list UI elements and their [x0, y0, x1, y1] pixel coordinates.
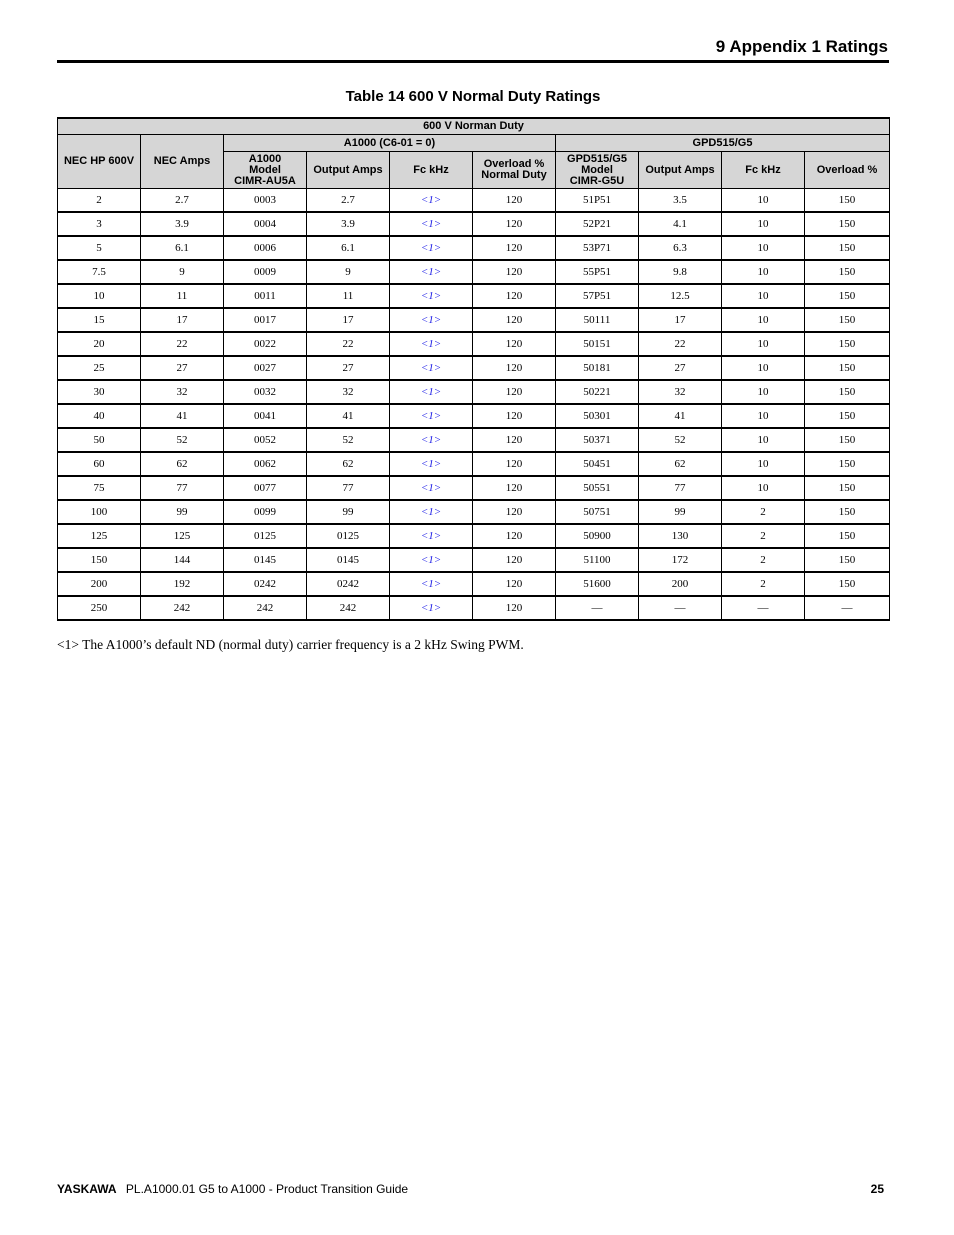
table-cell: 40 [58, 404, 141, 428]
table-cell: 0006 [224, 236, 307, 260]
table-cell: 17 [307, 308, 390, 332]
table-cell [390, 452, 473, 476]
table-cell: 2.7 [141, 189, 224, 213]
table-row [58, 284, 890, 308]
table-cell: 2 [722, 524, 805, 548]
table-row [58, 356, 890, 380]
table-cell: 0004 [224, 212, 307, 236]
table-cell: 120 [473, 524, 556, 548]
col-header: NEC Amps [141, 135, 224, 189]
table-cell: 150 [805, 260, 890, 284]
table-cell [390, 236, 473, 260]
table-cell [390, 189, 473, 213]
table-cell: 10 [722, 236, 805, 260]
footer-doc-title: PL.A1000.01 G5 to A1000 - Product Transition Guide [125, 1182, 409, 1196]
table-cell: 120 [473, 572, 556, 596]
table-cell [390, 356, 473, 380]
table-cell: 120 [473, 332, 556, 356]
footnote-ref-link[interactable]: <1> [420, 218, 442, 230]
table-cell: 120 [473, 380, 556, 404]
table-cell: 53P71 [556, 236, 639, 260]
table-row [58, 428, 890, 452]
table-cell: 10 [722, 476, 805, 500]
section-title: 9 Appendix 1 Ratings [715, 37, 888, 56]
table-cell: 0145 [224, 548, 307, 572]
table-cell: 10 [722, 356, 805, 380]
col-header: Fc kHz [722, 152, 805, 189]
col-header: Overload % [805, 152, 890, 189]
table-cell: 120 [473, 452, 556, 476]
footnote-ref-link[interactable]: <1> [420, 290, 442, 302]
table-cell: 6.3 [639, 236, 722, 260]
footnote-ref-link[interactable]: <1> [420, 314, 442, 326]
table-cell: 100 [58, 500, 141, 524]
table-row [58, 500, 890, 524]
table-row [58, 452, 890, 476]
table-row [58, 308, 890, 332]
table-cell: 9 [141, 260, 224, 284]
table-cell: 242 [224, 596, 307, 620]
table-cell: 150 [805, 236, 890, 260]
table-cell: 120 [473, 500, 556, 524]
table-cell: 6.1 [307, 236, 390, 260]
header-divider [57, 60, 889, 63]
table-cell: 150 [805, 404, 890, 428]
table-cell: 27 [141, 356, 224, 380]
table-cell: 120 [473, 189, 556, 213]
table-cell: — [556, 596, 639, 620]
table-cell: 50 [58, 428, 141, 452]
footnote-ref-link[interactable]: <1> [420, 362, 442, 374]
table-cell: 22 [141, 332, 224, 356]
table-cell: 172 [639, 548, 722, 572]
table-cell: 150 [805, 452, 890, 476]
table-row [58, 189, 890, 213]
table-cell: 10 [722, 212, 805, 236]
table-cell: 0052 [224, 428, 307, 452]
table-cell: 2 [722, 500, 805, 524]
table-cell: 9 [307, 260, 390, 284]
table-cell: 77 [307, 476, 390, 500]
table-cell: 120 [473, 236, 556, 260]
footnote-ref-link[interactable]: <1> [420, 578, 442, 590]
table-cell: 2 [722, 572, 805, 596]
table-row [58, 212, 890, 236]
table-cell: 150 [805, 308, 890, 332]
table-row [58, 236, 890, 260]
table-cell: 2.7 [307, 189, 390, 213]
table-cell: 22 [639, 332, 722, 356]
table-cell: 3.5 [639, 189, 722, 213]
table-cell: 17 [639, 308, 722, 332]
table-cell: 130 [639, 524, 722, 548]
table-row [58, 332, 890, 356]
table-cell [390, 572, 473, 596]
footnote-ref-link[interactable]: <1> [420, 266, 442, 278]
table-cell: 0022 [224, 332, 307, 356]
table-cell [390, 524, 473, 548]
table-row [58, 572, 890, 596]
table-cell: 9.8 [639, 260, 722, 284]
table-cell: 60 [58, 452, 141, 476]
table-cell: 150 [805, 189, 890, 213]
table-cell [390, 548, 473, 572]
table-cell: 50451 [556, 452, 639, 476]
table-cell: 10 [722, 452, 805, 476]
group-header-gpd515: GPD515/G5 [556, 135, 890, 152]
table-row [58, 404, 890, 428]
table-cell: 120 [473, 260, 556, 284]
table-cell: 150 [805, 332, 890, 356]
table-row [58, 548, 890, 572]
table-cell: 77 [141, 476, 224, 500]
table-cell: 10 [722, 332, 805, 356]
table-cell: 50181 [556, 356, 639, 380]
table-cell: 55P51 [556, 260, 639, 284]
table-cell: 57P51 [556, 284, 639, 308]
table-cell [390, 332, 473, 356]
table-row [58, 260, 890, 284]
table-cell: 10 [722, 428, 805, 452]
table-cell: 150 [805, 284, 890, 308]
col-header: GPD515/G5 Model CIMR-G5U [556, 152, 639, 189]
table-cell: 50900 [556, 524, 639, 548]
footer-doc-info [57, 1182, 408, 1196]
table-cell: 2 [722, 548, 805, 572]
table-cell: 41 [307, 404, 390, 428]
table-cell: 22 [307, 332, 390, 356]
table-cell: 3.9 [141, 212, 224, 236]
table-cell: 0125 [307, 524, 390, 548]
table-cell: 41 [639, 404, 722, 428]
footnote-ref-link[interactable]: <1> [420, 194, 442, 206]
table-cell: 77 [639, 476, 722, 500]
table-cell: 41 [141, 404, 224, 428]
table-cell [390, 596, 473, 620]
table-cell: 200 [639, 572, 722, 596]
table-cell: 150 [805, 524, 890, 548]
table-cell: — [805, 596, 890, 620]
table-cell: 250 [58, 596, 141, 620]
ratings-table [57, 117, 890, 621]
table-cell [390, 404, 473, 428]
footnote-ref-link[interactable]: <1> [420, 602, 442, 614]
table-cell: 52P21 [556, 212, 639, 236]
table-cell [390, 380, 473, 404]
table-cell: 62 [141, 452, 224, 476]
table-cell: 50551 [556, 476, 639, 500]
group-header-a1000: A1000 (C6-01 = 0) [224, 135, 556, 152]
table-cell: 10 [722, 189, 805, 213]
table-cell: 52 [639, 428, 722, 452]
table-cell: 120 [473, 284, 556, 308]
table-cell: 144 [141, 548, 224, 572]
table-cell: 125 [141, 524, 224, 548]
table-cell: 50751 [556, 500, 639, 524]
table-cell: 120 [473, 548, 556, 572]
table-cell: 150 [805, 428, 890, 452]
table-cell: 200 [58, 572, 141, 596]
table-cell: 10 [722, 380, 805, 404]
table-cell: 242 [141, 596, 224, 620]
table-cell: 20 [58, 332, 141, 356]
footer-brand: YASKAWA [57, 1182, 117, 1196]
table-cell: 192 [141, 572, 224, 596]
table-cell: 3 [58, 212, 141, 236]
table-cell: 120 [473, 308, 556, 332]
table-cell: 51P51 [556, 189, 639, 213]
table-row [58, 596, 890, 620]
footnote-ref-link[interactable]: <1> [420, 434, 442, 446]
table-cell: 99 [141, 500, 224, 524]
table-cell: 7.5 [58, 260, 141, 284]
table-cell: 0017 [224, 308, 307, 332]
footnote-ref-link[interactable]: <1> [420, 506, 442, 518]
table-cell: 150 [805, 500, 890, 524]
table-cell [390, 428, 473, 452]
table-cell: 0032 [224, 380, 307, 404]
table-cell: 52 [141, 428, 224, 452]
table-cell: — [722, 596, 805, 620]
table-cell: 50221 [556, 380, 639, 404]
table-cell [390, 260, 473, 284]
table-cell: 120 [473, 404, 556, 428]
table-cell: 10 [722, 404, 805, 428]
table-cell: 0145 [307, 548, 390, 572]
col-header: NEC HP 600V [58, 135, 141, 189]
table-cell: 10 [722, 308, 805, 332]
footnote-ref-link[interactable]: <1> [420, 554, 442, 566]
table-cell: 150 [805, 548, 890, 572]
table-cell: 125 [58, 524, 141, 548]
table-cell: 99 [639, 500, 722, 524]
table-cell: 50151 [556, 332, 639, 356]
table-cell: 0041 [224, 404, 307, 428]
table-cell: 0003 [224, 189, 307, 213]
table-cell: 0099 [224, 500, 307, 524]
table-cell: 52 [307, 428, 390, 452]
table-cell: 10 [722, 284, 805, 308]
footnote: <1> The A1000’s default ND (normal duty) carrier frequency is a 2 kHz Swing PWM. [57, 637, 524, 652]
table-cell: 150 [805, 380, 890, 404]
table-cell: 25 [58, 356, 141, 380]
table-cell: 62 [307, 452, 390, 476]
col-header: Output Amps [639, 152, 722, 189]
table-cell: 150 [805, 212, 890, 236]
table-header-title: 600 V Norman Duty [58, 118, 890, 135]
footnote-ref-link[interactable]: <1> [420, 482, 442, 494]
table-cell: 6.1 [141, 236, 224, 260]
table-cell: 3.9 [307, 212, 390, 236]
table-cell: 27 [307, 356, 390, 380]
table-cell: 0242 [224, 572, 307, 596]
table-cell: 150 [805, 356, 890, 380]
table-cell: 120 [473, 428, 556, 452]
table-cell: — [639, 596, 722, 620]
table-cell: 15 [58, 308, 141, 332]
col-header: Output Amps [307, 152, 390, 189]
footnote-ref-link[interactable]: <1> [420, 242, 442, 254]
table-cell: 0062 [224, 452, 307, 476]
col-header: Fc kHz [390, 152, 473, 189]
table-cell: 32 [141, 380, 224, 404]
table-cell: 75 [58, 476, 141, 500]
footnote-ref-link[interactable]: <1> [420, 410, 442, 422]
table-cell: 30 [58, 380, 141, 404]
table-cell: 120 [473, 212, 556, 236]
table-caption: Table 14 600 V Normal Duty Ratings [345, 88, 601, 105]
table-cell: 12.5 [639, 284, 722, 308]
table-cell [390, 284, 473, 308]
table-cell [390, 308, 473, 332]
table-cell: 4.1 [639, 212, 722, 236]
footnote-ref-link[interactable]: <1> [420, 530, 442, 542]
table-cell: 11 [307, 284, 390, 308]
table-cell: 150 [58, 548, 141, 572]
table-cell: 99 [307, 500, 390, 524]
table-cell: 27 [639, 356, 722, 380]
page-number: 25 [870, 1182, 884, 1196]
footnote-ref-link[interactable]: <1> [420, 338, 442, 350]
table-cell: 0009 [224, 260, 307, 284]
table-cell: 51600 [556, 572, 639, 596]
table-cell: 10 [58, 284, 141, 308]
table-cell: 242 [307, 596, 390, 620]
table-cell: 150 [805, 572, 890, 596]
table-row [58, 524, 890, 548]
table-cell: 32 [307, 380, 390, 404]
table-cell: 0077 [224, 476, 307, 500]
table-cell: 120 [473, 596, 556, 620]
table-row [58, 380, 890, 404]
table-cell: 50301 [556, 404, 639, 428]
table-cell: 32 [639, 380, 722, 404]
table-cell: 0242 [307, 572, 390, 596]
table-cell: 51100 [556, 548, 639, 572]
table-cell: 150 [805, 476, 890, 500]
table-cell [390, 212, 473, 236]
table-cell: 120 [473, 476, 556, 500]
footnote-ref-link[interactable]: <1> [420, 386, 442, 398]
col-header: Overload % Normal Duty [473, 152, 556, 189]
table-cell [390, 500, 473, 524]
table-cell: 0027 [224, 356, 307, 380]
table-cell: 11 [141, 284, 224, 308]
table-cell: 2 [58, 189, 141, 213]
table-row [58, 476, 890, 500]
table-cell: 10 [722, 260, 805, 284]
table-cell: 0125 [224, 524, 307, 548]
col-header: A1000 Model CIMR-AU5A [224, 152, 307, 189]
table-cell: 50111 [556, 308, 639, 332]
table-cell: 120 [473, 356, 556, 380]
table-cell: 5 [58, 236, 141, 260]
table-cell: 0011 [224, 284, 307, 308]
table-cell: 62 [639, 452, 722, 476]
table-cell [390, 476, 473, 500]
table-cell: 17 [141, 308, 224, 332]
table-cell: 50371 [556, 428, 639, 452]
footnote-ref-link[interactable]: <1> [420, 458, 442, 470]
